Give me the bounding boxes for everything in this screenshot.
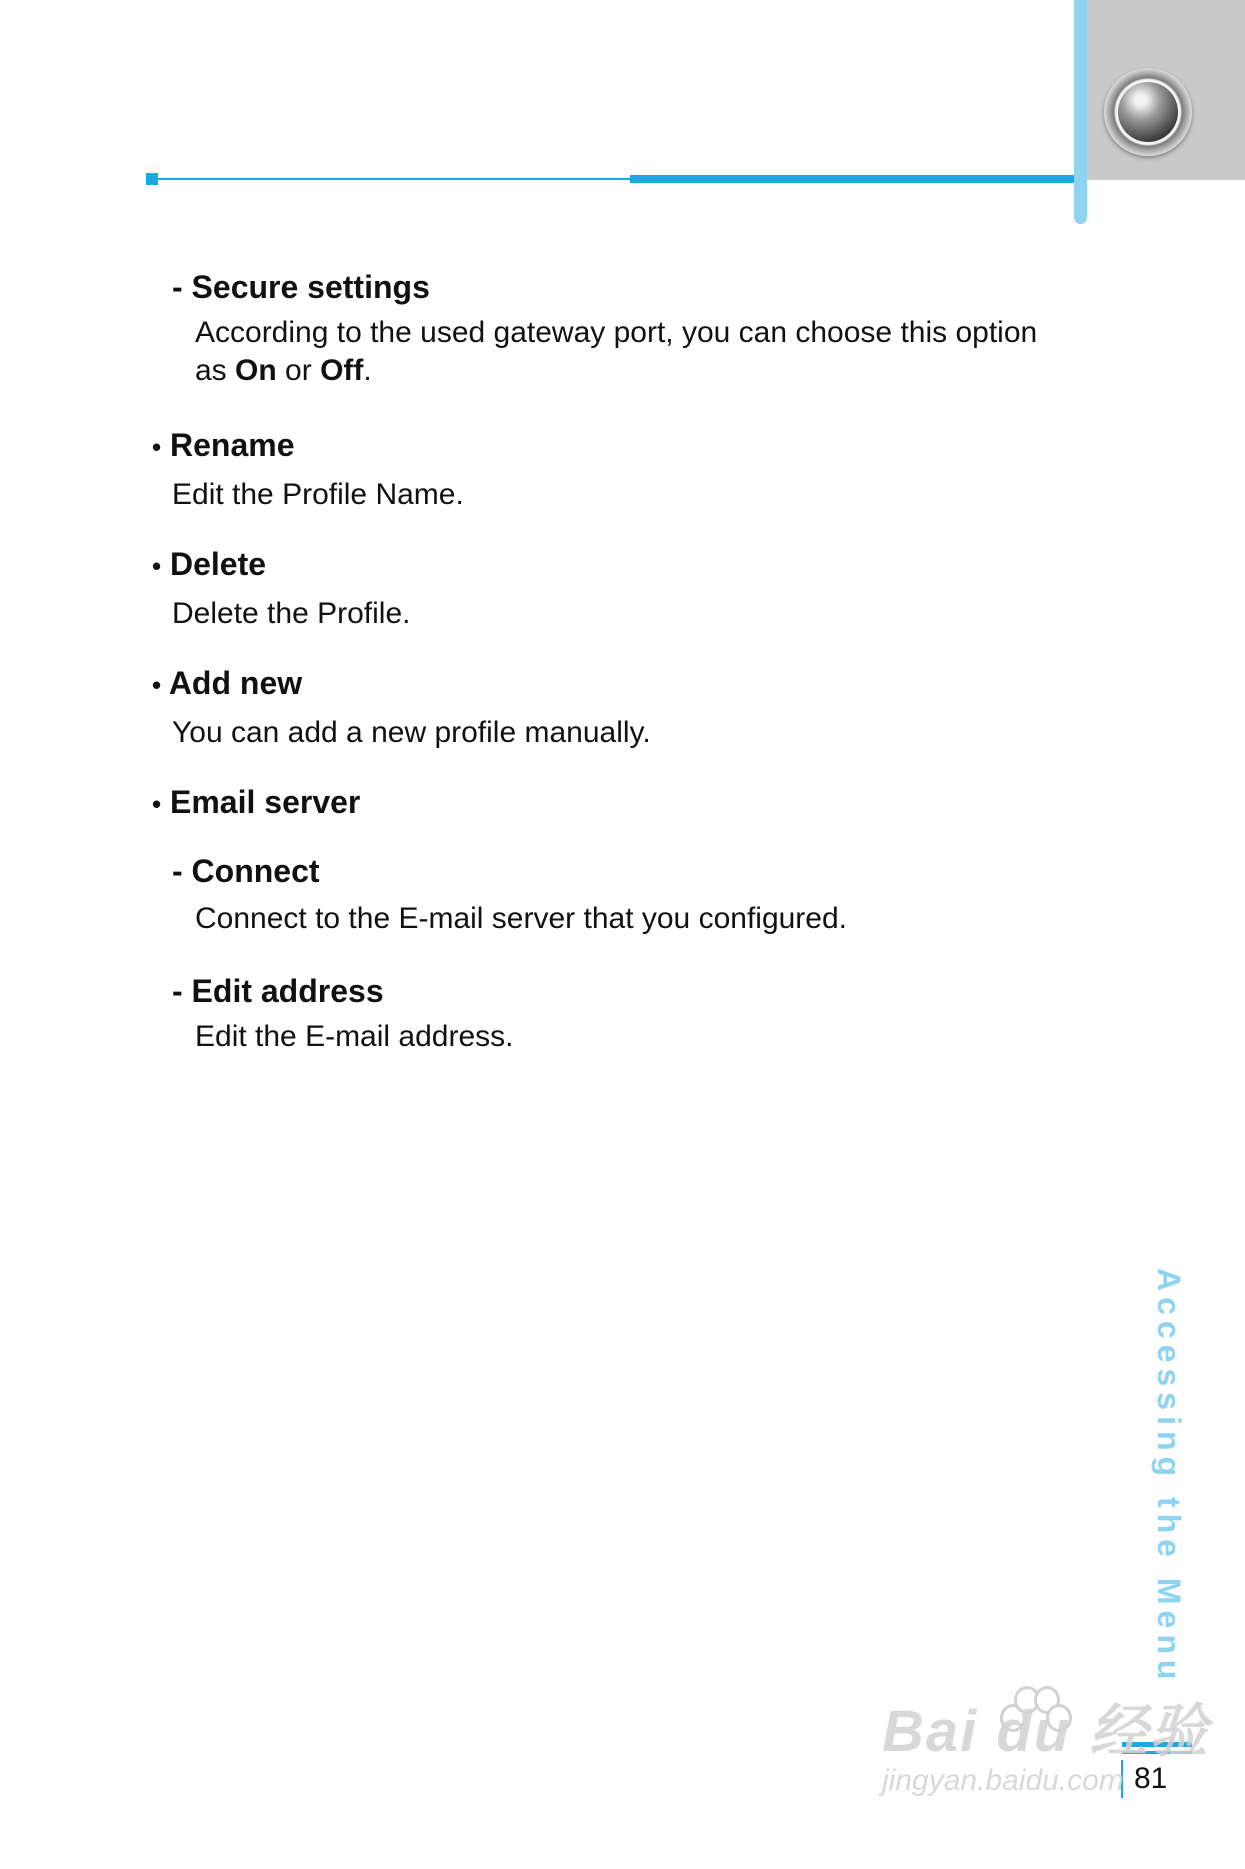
section-title-rename bbox=[152, 426, 295, 466]
rule-thin bbox=[158, 178, 630, 180]
section-desc-secure-settings: According to the used gateway port, you can choose this option bbox=[195, 316, 1038, 349]
section-title-edit-address: - Edit address bbox=[172, 973, 384, 1009]
title-text: Rename bbox=[170, 427, 295, 463]
section-title-email-server bbox=[152, 783, 360, 823]
text-fragment: or bbox=[276, 354, 321, 387]
text-fragment: as bbox=[195, 354, 236, 387]
bullet-icon: • bbox=[152, 432, 162, 462]
option-on: On bbox=[235, 354, 277, 387]
section-desc-edit-address: Edit the E-mail address. bbox=[195, 1020, 514, 1053]
title-text: Email server bbox=[170, 784, 361, 820]
rule-thick bbox=[630, 175, 1074, 183]
page-number: 81 bbox=[1134, 1762, 1168, 1795]
watermark-brand: Bai du 经验 bbox=[882, 1699, 1210, 1764]
rule-marker bbox=[146, 173, 158, 185]
globe-icon-core bbox=[1118, 82, 1178, 142]
title-text: Add new bbox=[168, 665, 303, 701]
bullet-icon: • bbox=[152, 551, 162, 581]
text-fragment: . bbox=[363, 354, 372, 387]
side-chapter-label: Accessing the Menu bbox=[1151, 1268, 1187, 1686]
title-text: Delete bbox=[170, 546, 267, 582]
section-desc-rename: Edit the Profile Name. bbox=[172, 478, 464, 511]
option-off: Off bbox=[320, 354, 364, 387]
section-desc-add-new: You can add a new profile manually. bbox=[172, 716, 651, 749]
header-blue-bar bbox=[1074, 0, 1087, 224]
section-desc-delete: Delete the Profile. bbox=[172, 597, 411, 630]
watermark-url: jingyan.baidu.com bbox=[882, 1764, 1124, 1797]
section-title-secure-settings: - Secure settings bbox=[172, 269, 430, 305]
section-desc-secure-settings-2 bbox=[195, 352, 372, 390]
section-title-delete bbox=[152, 545, 266, 585]
section-desc-connect: Connect to the E-mail server that you configured. bbox=[195, 902, 848, 935]
bullet-icon: • bbox=[152, 789, 162, 819]
section-title-connect: - Connect bbox=[172, 853, 320, 889]
watermark bbox=[882, 1700, 1209, 1798]
section-title-add-new bbox=[152, 664, 302, 704]
bullet-icon: • bbox=[152, 670, 162, 700]
